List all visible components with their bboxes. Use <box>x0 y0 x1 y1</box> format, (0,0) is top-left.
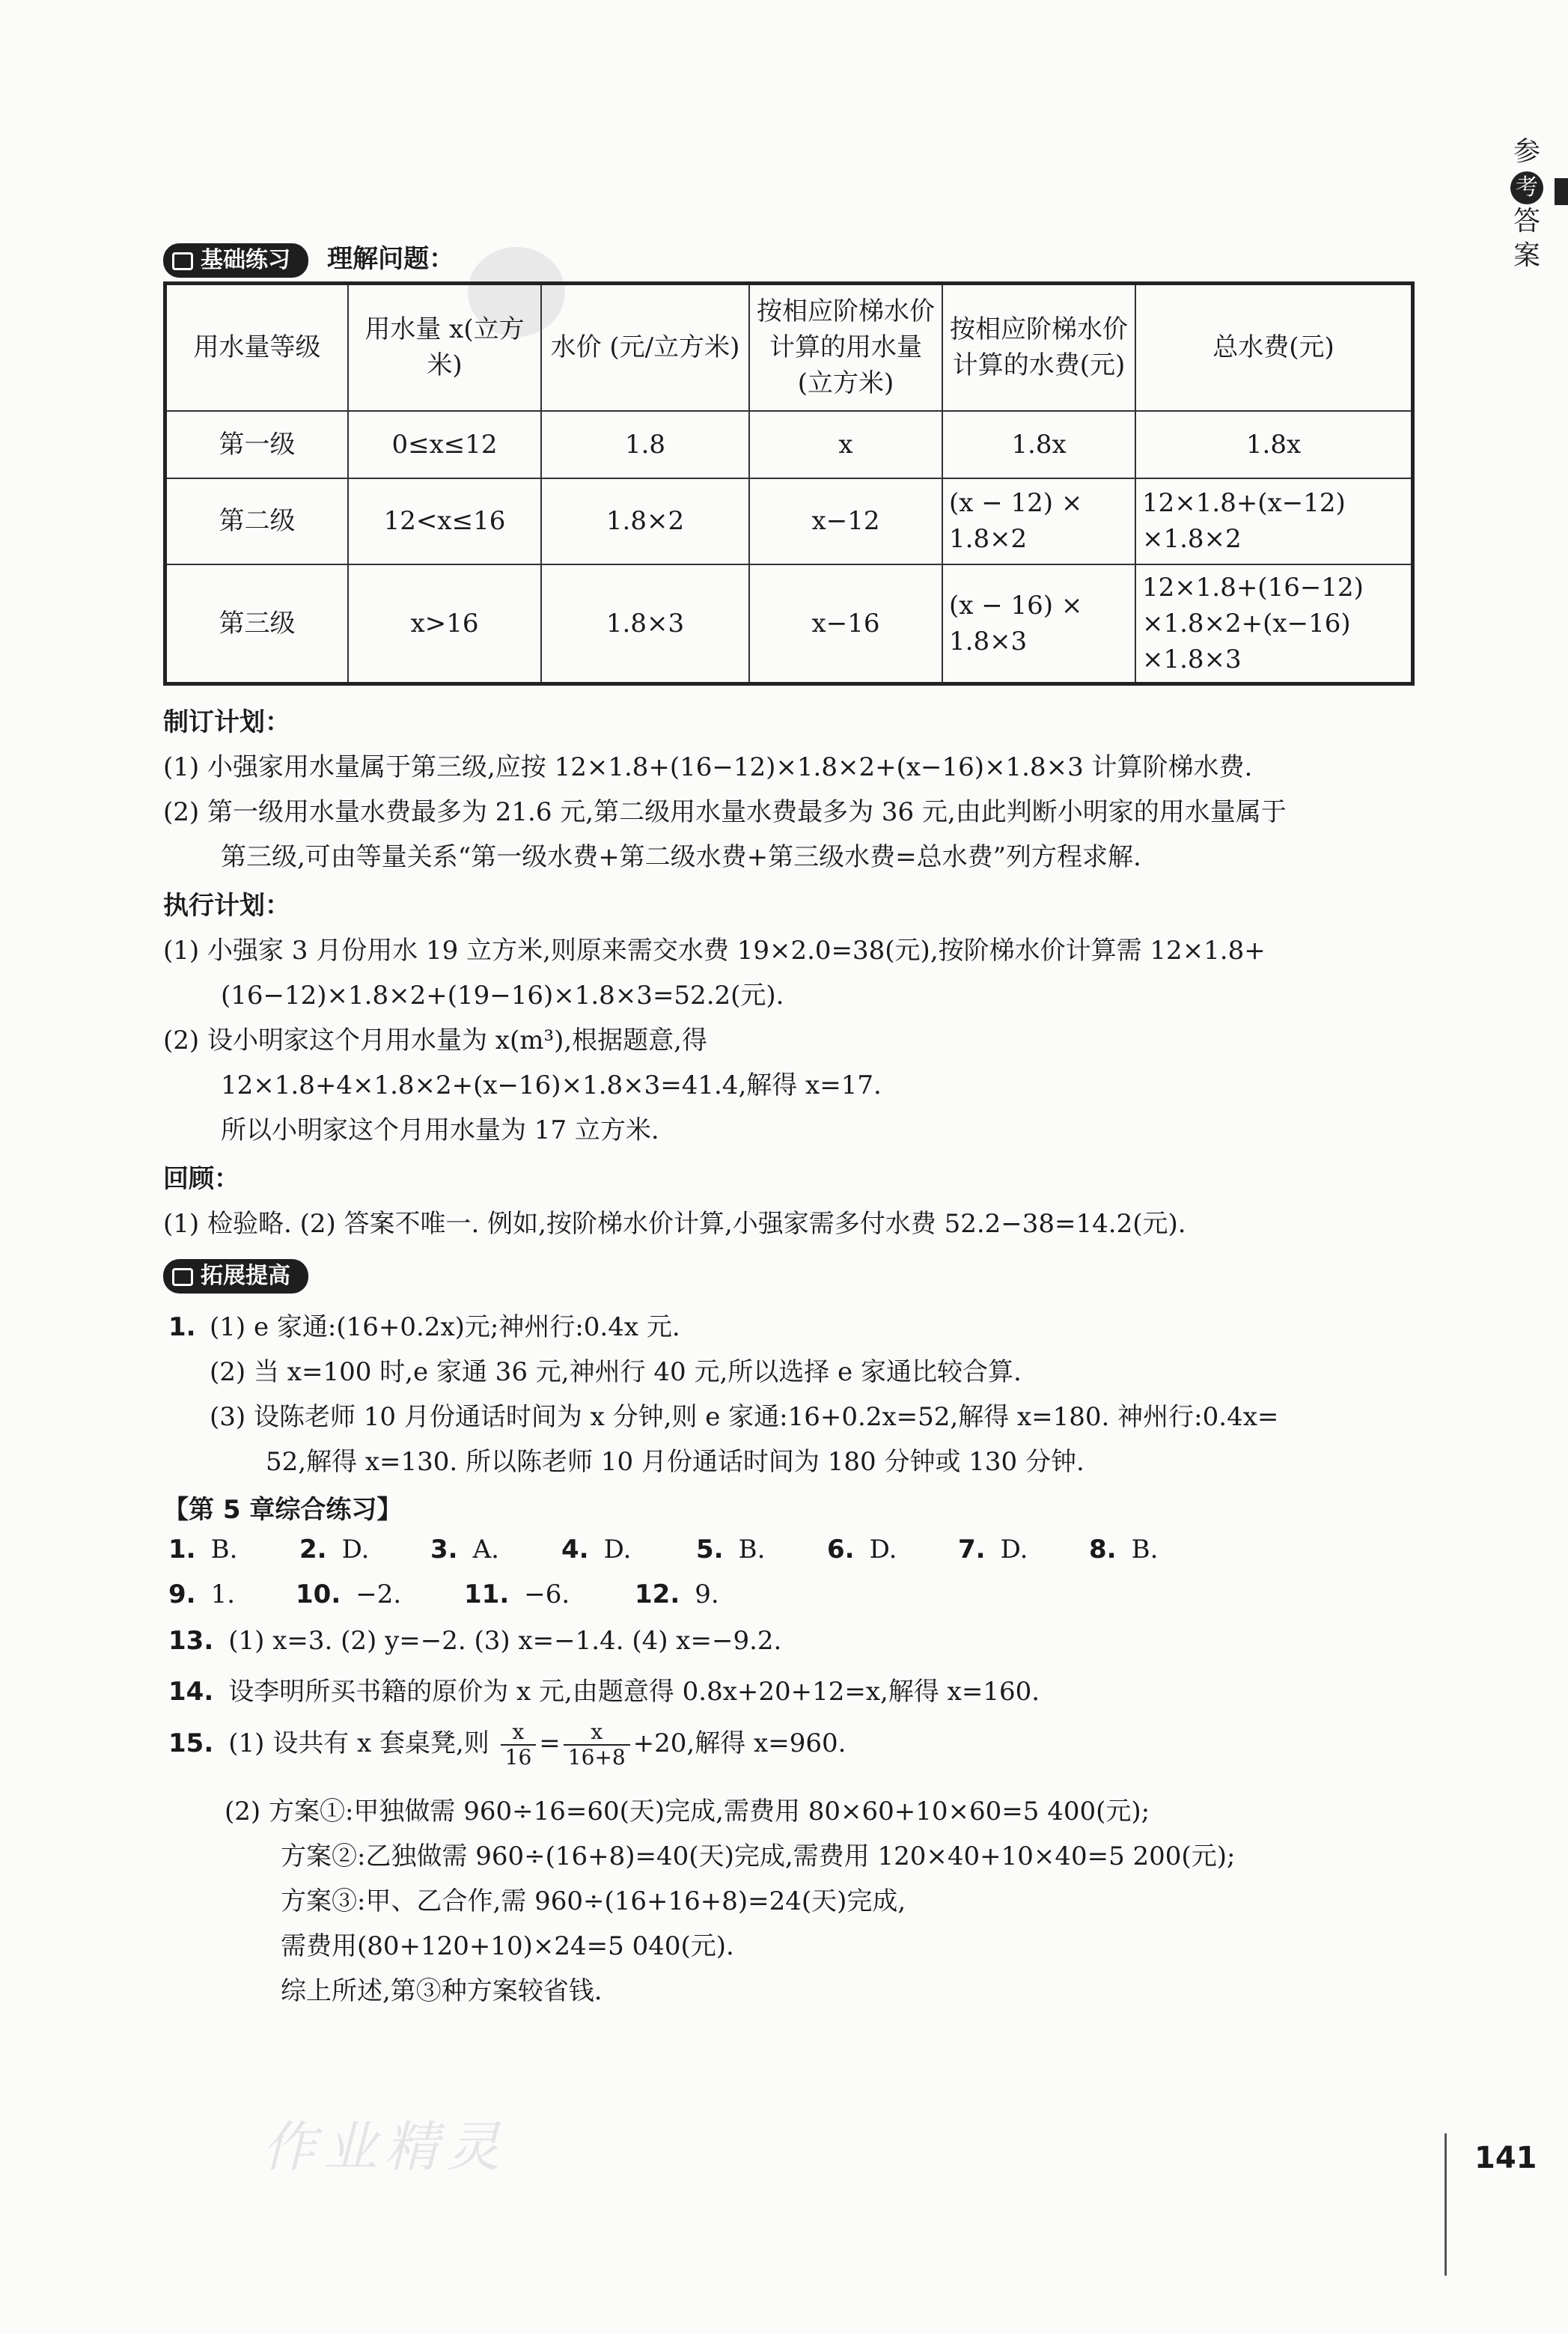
fill-answer: 11. −6. <box>464 1579 570 1609</box>
plan-line-2b: 第三级,可由等量关系“第一级水费+第二级水费+第三级水费=总水费”列方程求解. <box>221 842 1141 872</box>
plan-line-2a: (2) 第一级用水量水费最多为 21.6 元,第二级用水量水费最多为 36 元,由此判断小明家的用水量属于 <box>163 797 1287 827</box>
mc-answer: 4. D. <box>561 1535 632 1564</box>
review-line-1: (1) 检验略. (2) 答案不唯一. 例如,按阶梯水价计算,小强家需多付水费 52.2−38=14.2(元). <box>163 1209 1186 1239</box>
table-header-cell: 按相应阶梯水价计算的水费(元) <box>942 284 1135 411</box>
table-header-cell: 水价 (元/立方米) <box>541 284 749 411</box>
table-header-cell: 总水费(元) <box>1135 284 1413 411</box>
table-cell: 12×1.8+(16−12) ×1.8×2+(x−16) ×1.8×3 <box>1135 564 1413 684</box>
q14-answer: 14. 设李明所买书籍的原价为 x 元,由题意得 0.8x+20+12=x,解得 x=160. <box>168 1677 1040 1707</box>
ext-line-3a: (3) 设陈老师 10 月份通话时间为 x 分钟,则 e 家通:16+0.2x=52,解得 x=180. 神州行:0.4x= <box>210 1402 1279 1432</box>
table-cell: 0≤x≤12 <box>348 411 541 478</box>
book-icon <box>172 1268 193 1286</box>
extend-badge: 拓展提高 <box>163 1259 308 1294</box>
watermark: 作业精灵 <box>262 2115 508 2178</box>
table-cell: 12×1.8+(x−12) ×1.8×2 <box>1135 478 1413 564</box>
mc-answer: 7. D. <box>958 1535 1028 1564</box>
table-cell: 1.8x <box>1135 411 1413 478</box>
water-fee-table <box>163 281 1415 686</box>
plan-line-1: (1) 小强家用水量属于第三级,应按 12×1.8+(16−12)×1.8×2+(x−16)×1.8×3 计算阶梯水费. <box>163 752 1253 782</box>
q15-plan-3: 方案③:甲、乙合作,需 960÷(16+16+8)=24(天)完成, <box>281 1886 906 1916</box>
plan-title: 制订计划： <box>163 707 290 737</box>
q15-plan-4: 需费用(80+120+10)×24=5 040(元). <box>281 1931 734 1961</box>
exec-line-2b: 12×1.8+4×1.8×2+(x−16)×1.8×3=41.4,解得 x=17. <box>221 1070 882 1100</box>
exec-line-1a: (1) 小强家 3 月份用水 19 立方米,则原来需交水费 19×2.0=38(元),按阶梯水价计算需 12×1.8+ <box>163 936 1266 966</box>
table-header-cell: 用水量 x(立方米) <box>348 284 541 411</box>
table-cell: 1.8×2 <box>541 478 749 564</box>
mc-answer: 2. D. <box>299 1535 370 1564</box>
section-extend-header <box>163 1259 308 1294</box>
table-cell: x−12 <box>749 478 942 564</box>
review-title: 回顾： <box>163 1164 240 1194</box>
table-cell: 第二级 <box>165 478 349 564</box>
side-char-3: 答 <box>1513 206 1540 237</box>
table-cell: 1.8×3 <box>541 564 749 684</box>
table-header-row <box>165 284 1413 411</box>
fill-answer: 12. 9. <box>635 1579 719 1609</box>
ext-line-2: (2) 当 x=100 时,e 家通 36 元,神州行 40 元,所以选择 e 家通比较合算. <box>210 1357 1022 1387</box>
side-tab-bar <box>1555 178 1568 205</box>
side-char-2: 考 <box>1510 171 1543 204</box>
table-cell: 1.8 <box>541 411 749 478</box>
table-cell: x−16 <box>749 564 942 684</box>
table-header-cell: 用水量等级 <box>165 284 349 411</box>
fraction: $\frac{x}{16}$ <box>501 1720 537 1770</box>
basic-practice-badge: 基础练习 <box>163 243 308 278</box>
table-cell: x>16 <box>348 564 541 684</box>
side-tab <box>1486 135 1568 273</box>
mc-answer: 3. A. <box>430 1535 499 1564</box>
book-icon <box>172 252 193 270</box>
exec-line-1b: (16−12)×1.8×2+(19−16)×1.8×3=52.2(元). <box>221 981 784 1011</box>
ext-line-1: (1) e 家通:(16+0.2x)元;神州行:0.4x 元. <box>210 1312 680 1342</box>
table-cell: 第一级 <box>165 411 349 478</box>
section-basic-header <box>163 238 454 278</box>
table-cell: 1.8x <box>942 411 1135 478</box>
exec-title: 执行计划： <box>163 891 290 921</box>
q13-answer: 13. (1) x=3. (2) y=−2. (3) x=−1.4. (4) x=−9.2. <box>168 1626 782 1656</box>
table-row <box>165 564 1413 684</box>
page-number: 141 <box>1474 2141 1537 2175</box>
q15-plan-2: 方案②:乙独做需 960÷(16+8)=40(天)完成,需费用 120×40+10×40=5 200(元); <box>281 1841 1236 1871</box>
exec-line-2a: (2) 设小明家这个月用水量为 x(m³),根据题意,得 <box>163 1026 707 1055</box>
table-cell: (x − 16) × 1.8×3 <box>942 564 1135 684</box>
fill-answer: 10. −2. <box>296 1579 402 1609</box>
ext-line-3b: 52,解得 x=130. 所以陈老师 10 月份通话时间为 180 分钟或 130 分钟. <box>266 1447 1085 1477</box>
table-header-cell: 按相应阶梯水价计算的用水量(立方米) <box>749 284 942 411</box>
exec-line-2c: 所以小明家这个月用水量为 17 立方米. <box>221 1115 659 1145</box>
q15-part1: 15. (1) 设共有 x 套桌凳,则 $\frac{x}{16}$ = $\frac{x}{16+8}$ +20,解得 x=960. <box>168 1719 846 1770</box>
side-char-1: 参 <box>1513 136 1540 167</box>
chapter5-title: 【第 5 章综合练习】 <box>163 1495 403 1525</box>
table-cell: (x − 12) × 1.8×2 <box>942 478 1135 564</box>
fraction: $\frac{x}{16+8}$ <box>564 1720 630 1770</box>
mc-answer: 6. D. <box>827 1535 897 1564</box>
mc-answer: 5. B. <box>696 1535 766 1564</box>
ext-number: 1. <box>168 1312 196 1342</box>
table-cell: 第三级 <box>165 564 349 684</box>
table-cell: x <box>749 411 942 478</box>
fill-answer: 9. 1. <box>168 1579 236 1609</box>
table-row <box>165 478 1413 564</box>
mc-answer: 1. B. <box>168 1535 238 1564</box>
q15-conclusion: 综上所述,第③种方案较省钱. <box>281 1976 603 2006</box>
understand-problem-title: 理解问题： <box>327 244 455 274</box>
q15-plan-1: (2) 方案①:甲独做需 960÷16=60(天)完成,需费用 80×60+10×60=5 400(元); <box>225 1797 1150 1826</box>
page-number-rule <box>1445 2133 1447 2276</box>
table-cell: 12<x≤16 <box>348 478 541 564</box>
side-char-4: 案 <box>1513 240 1540 271</box>
mc-answer: 8. B. <box>1089 1535 1159 1564</box>
table-row <box>165 411 1413 478</box>
